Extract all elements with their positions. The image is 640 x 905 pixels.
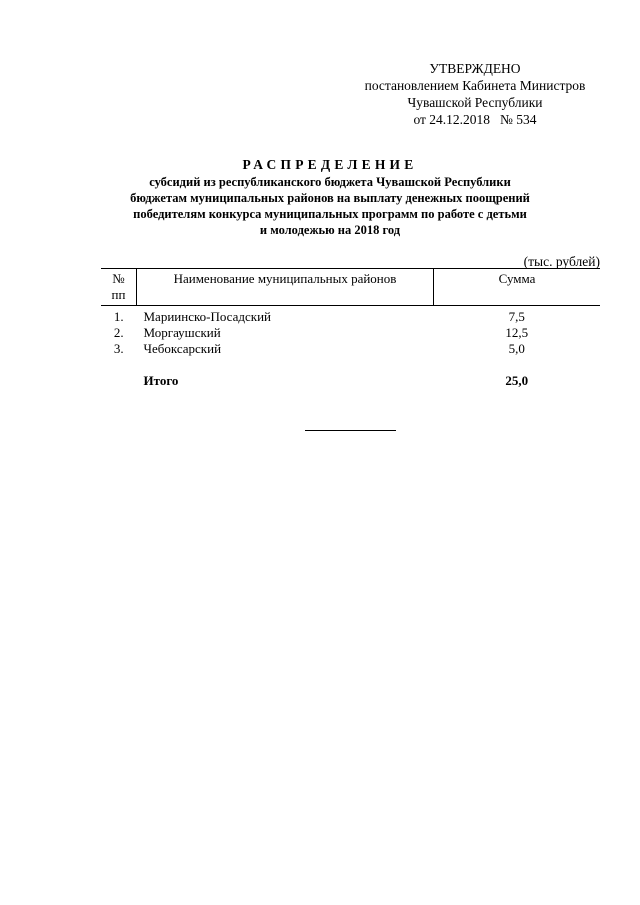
title-line-2: бюджетам муниципальных районов на выплату денежных поощрений bbox=[130, 191, 530, 205]
units-label: (тыс. рублей) bbox=[523, 254, 600, 269]
total-sum: 25,0 bbox=[505, 373, 529, 388]
row-district: Моргаушский bbox=[143, 325, 221, 340]
row-number: 3. bbox=[113, 341, 124, 356]
header-number bbox=[101, 269, 137, 306]
row-number: 2. bbox=[113, 325, 124, 340]
table-row bbox=[101, 341, 600, 357]
end-divider bbox=[305, 430, 396, 431]
title-line-1: субсидий из республиканского бюджета Чувашской Республики bbox=[149, 175, 511, 189]
header-sum: Сумма bbox=[434, 269, 601, 306]
title-line-3: победителям конкурса муниципальных программ по работе с детьми bbox=[133, 207, 527, 221]
approval-line-1: постановлением Кабинета Министров bbox=[364, 78, 586, 93]
row-number: 1. bbox=[113, 309, 124, 324]
row-district: Мариинско-Посадский bbox=[143, 309, 271, 324]
table-row bbox=[101, 325, 600, 341]
table-spacer-row bbox=[101, 357, 600, 373]
table-header-row bbox=[101, 269, 600, 306]
approval-line-2: Чувашской Республики bbox=[407, 95, 543, 110]
total-label: Итого bbox=[143, 373, 179, 388]
header-number-line-1: № bbox=[112, 271, 125, 286]
approval-heading: УТВЕРЖДЕНО bbox=[429, 61, 521, 76]
row-sum: 12,5 bbox=[505, 325, 529, 340]
table-row bbox=[101, 306, 600, 326]
header-district-name: Наименование муниципальных районов bbox=[137, 269, 434, 306]
title-line-4: и молодежью на 2018 год bbox=[259, 223, 401, 237]
approval-date-line bbox=[340, 111, 610, 128]
row-sum: 7,5 bbox=[508, 309, 525, 324]
approval-block bbox=[340, 60, 610, 128]
row-district: Чебоксарский bbox=[143, 341, 222, 356]
document-title bbox=[40, 156, 620, 238]
title-subtitle bbox=[40, 174, 620, 238]
row-sum: 5,0 bbox=[508, 341, 525, 356]
header-number-line-2: пп bbox=[111, 287, 126, 302]
distribution-table bbox=[101, 268, 600, 389]
approval-date: от 24.12.2018 bbox=[413, 112, 491, 127]
table-total-row bbox=[101, 373, 600, 389]
approval-number: № 534 bbox=[500, 112, 537, 127]
title-main: РАСПРЕДЕЛЕНИЕ bbox=[242, 157, 418, 172]
